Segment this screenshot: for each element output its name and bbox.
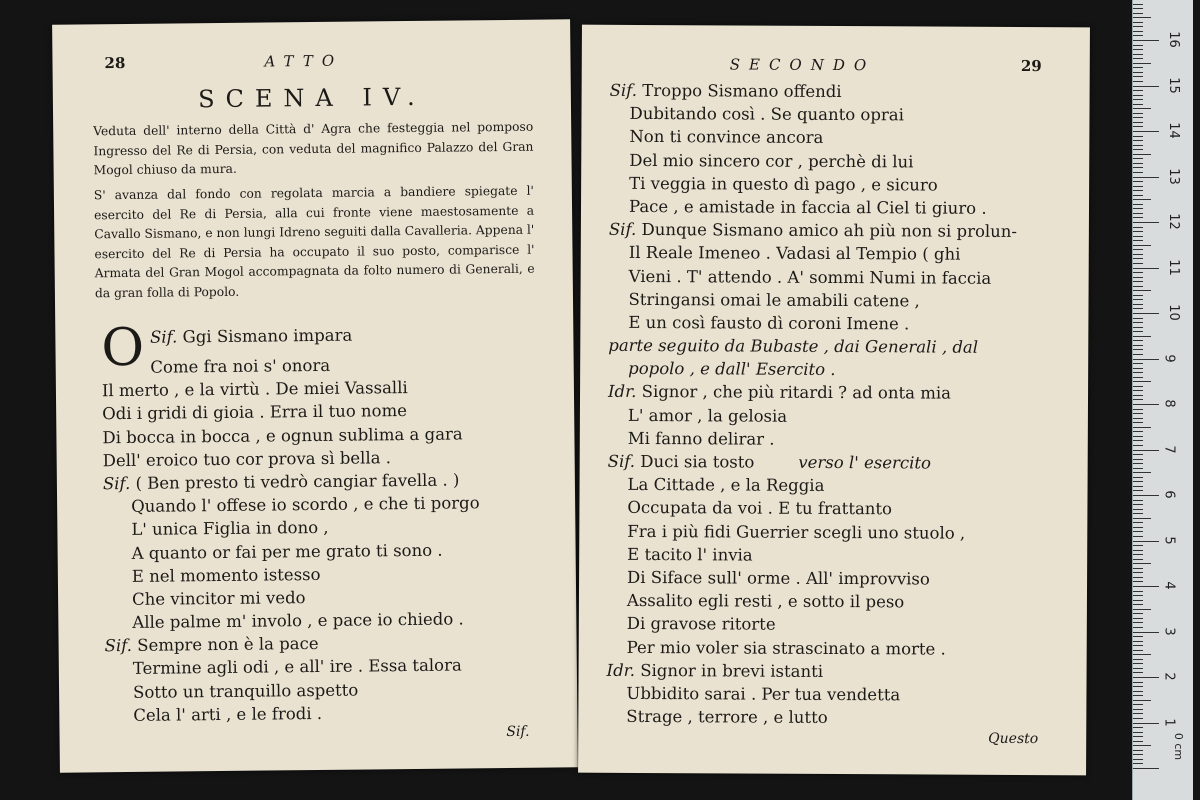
- ruler-tick: [1133, 477, 1143, 478]
- ruler-tick: [1133, 145, 1143, 146]
- speaker-label: Sif.: [607, 451, 636, 471]
- ruler-tick: [1133, 686, 1143, 687]
- verse-text: Che vincitor mi vedo: [132, 587, 306, 609]
- ruler-tick: [1133, 668, 1143, 669]
- ruler-tick: [1133, 445, 1143, 446]
- ruler-tick: [1133, 122, 1143, 123]
- verse-text: Quando l' offese io scordo , e che ti porgo: [131, 493, 480, 517]
- verse-text: Dubitando così . Se quanto oprai: [629, 104, 905, 125]
- ruler-tick: [1133, 81, 1143, 82]
- verse-text: Fra i più fidi Guerrier scegli uno stuolo ,: [627, 521, 966, 543]
- ruler-tick: [1133, 204, 1143, 205]
- ruler-tick: [1133, 468, 1143, 469]
- ruler-tick: [1133, 386, 1143, 387]
- verse-text: Vieni . T' attendo . A' sommi Numi in faccia: [628, 266, 992, 288]
- ruler-tick: [1133, 545, 1143, 546]
- running-head: SECONDO: [729, 55, 876, 75]
- verse-line: [609, 148, 1079, 174]
- verse-text: Alle palme m' involo , e pace io chiedo .: [132, 609, 464, 632]
- ruler-tick: [1133, 531, 1143, 532]
- ruler-tick: [1133, 613, 1143, 614]
- ruler-tick: [1133, 563, 1151, 564]
- verse-line: [607, 659, 1077, 685]
- ruler-tick: [1133, 172, 1143, 173]
- ruler-tick: [1133, 431, 1143, 432]
- ruler-tick: [1133, 490, 1143, 491]
- ruler-number: 15: [1165, 76, 1181, 94]
- ruler-tick: [1133, 682, 1143, 683]
- ruler-number: 13: [1165, 167, 1181, 185]
- ruler-tick: [1133, 454, 1143, 455]
- verse-text: Pace , e amistade in faccia al Ciel ti giuro .: [628, 196, 987, 218]
- verse-text: Dell' eroico tuo cor prova sì bella .: [102, 447, 392, 470]
- ruler-tick: [1133, 395, 1143, 396]
- ruler-tick: [1133, 217, 1143, 218]
- ruler-tick: [1133, 158, 1143, 159]
- ruler-tick: [1133, 713, 1143, 714]
- ruler-tick: [1133, 222, 1159, 223]
- ruler-tick: [1133, 418, 1143, 419]
- ruler-tick: [1133, 754, 1143, 755]
- ruler-tick: [1133, 163, 1143, 164]
- ruler-number: 8: [1161, 399, 1177, 408]
- verse-line: [608, 311, 1078, 337]
- verse-text: popolo , e dall' Esercito .: [628, 359, 836, 380]
- ruler-tick: [1133, 691, 1143, 692]
- verse-text: L' unica Figlia in dono ,: [131, 518, 329, 540]
- verse-line: [609, 264, 1079, 290]
- ruler-number: 14: [1165, 122, 1181, 139]
- ruler-tick: [1133, 536, 1143, 537]
- ruler-tick: [1133, 704, 1143, 705]
- speaker-label: Sif.: [102, 473, 131, 494]
- verse-text: Come fra noi s' onora: [150, 355, 331, 377]
- ruler-tick: [1133, 86, 1159, 87]
- ruler-tick: [1133, 272, 1143, 273]
- verse-line: [608, 427, 1078, 453]
- ruler-tick: [1133, 213, 1143, 214]
- ruler-tick: [1133, 67, 1143, 68]
- ruler-tick: [1133, 249, 1143, 250]
- ruler-tick: [1133, 340, 1143, 341]
- ruler-tick: [1133, 359, 1159, 360]
- ruler-tick: [1133, 195, 1143, 196]
- ruler-tick: [1133, 527, 1143, 528]
- ruler-tick: [1133, 641, 1143, 642]
- ruler-tick: [1133, 727, 1143, 728]
- ruler-tick: [1133, 422, 1143, 423]
- ruler-tick: [1133, 113, 1143, 114]
- ruler-tick: [1133, 568, 1143, 569]
- ruler-tick: [1133, 313, 1159, 314]
- ruler-tick: [1133, 627, 1143, 628]
- ruler-tick: [1133, 390, 1143, 391]
- ruler-number: 10: [1165, 304, 1181, 321]
- verse-line: [607, 566, 1077, 592]
- ruler-tick: [1133, 90, 1143, 91]
- ruler-tick: [1133, 409, 1143, 410]
- verse-line: [607, 612, 1077, 638]
- ruler-tick: [1133, 108, 1151, 109]
- verse-text: E un così fausto dì coroni Imene .: [628, 312, 910, 334]
- ruler-number: 11: [1165, 258, 1181, 276]
- verse-text: Sotto un tranquillo aspetto: [132, 680, 359, 702]
- ruler-tick: [1133, 304, 1143, 305]
- ruler-tick: [1133, 22, 1143, 23]
- ruler-number: 12: [1165, 213, 1181, 230]
- speaker-label: Sif.: [608, 219, 637, 240]
- ruler-tick: [1133, 695, 1143, 696]
- ruler-tick: [1133, 245, 1151, 246]
- speaker-label: Idr.: [606, 660, 636, 680]
- verse-lines: [102, 351, 566, 727]
- ruler-tick: [1133, 572, 1143, 573]
- verse-text: Mi fanno delirar .: [627, 428, 775, 449]
- ruler-tick: [1133, 372, 1143, 373]
- verse-text: Di Siface sull' orme . All' improvviso: [627, 567, 930, 589]
- ruler-number: 2: [1161, 672, 1177, 681]
- ruler-tick: [1133, 240, 1143, 241]
- verse-line: [609, 241, 1079, 267]
- ruler-tick: [1133, 331, 1143, 332]
- verse-line: [609, 195, 1079, 221]
- verse-text: Non ti convince ancora: [629, 127, 824, 148]
- ruler-tick: [1133, 281, 1143, 282]
- ruler-tick: [1133, 450, 1159, 451]
- verse-text: Del mio sincero cor , perchè di lui: [629, 150, 914, 171]
- verse-text: Il Reale Imeneo . Vadasi al Tempio ( ghi: [628, 243, 961, 264]
- ruler-tick: [1133, 659, 1143, 660]
- scene-title: SCENA IV.: [197, 82, 426, 114]
- ruler-tick: [1133, 308, 1143, 309]
- ruler-tick: [1133, 76, 1143, 77]
- ruler-tick: [1133, 63, 1151, 64]
- page-number: 28: [104, 53, 126, 73]
- ruler-tick: [1133, 622, 1143, 623]
- speaker-label: Sif.: [104, 636, 133, 656]
- ruler-tick: [1133, 709, 1143, 710]
- ruler-tick: [1133, 745, 1151, 746]
- scene-description: Veduta dell' interno della Città d' Agra che festeggia nel pomposo Ingresso del Re di Persia, con veduta del magnifico Palazzo del Gran Mogol chiuso da mura.: [93, 119, 534, 178]
- ruler-tick: [1133, 8, 1143, 9]
- ruler-tick: [1133, 199, 1151, 200]
- verse-text: Occupata da voi . E tu frattanto: [627, 498, 893, 519]
- ruler-tick: [1133, 40, 1159, 41]
- running-head: ATTO: [264, 51, 344, 71]
- verse-text: Il merto , e la virtù . De miei Vassalli: [101, 378, 408, 401]
- ruler-tick: [1133, 741, 1143, 742]
- left-page: [52, 19, 578, 772]
- verse-line: [608, 288, 1078, 314]
- ruler-tick: [1133, 672, 1143, 673]
- ruler-tick: [1133, 632, 1159, 633]
- ruler-tick: [1133, 345, 1143, 346]
- ruler-tick: [1133, 35, 1143, 36]
- verse-line: [607, 543, 1077, 569]
- verse-line: [609, 125, 1079, 151]
- verse-line: [609, 172, 1079, 198]
- verse-line: [606, 682, 1076, 708]
- ruler-number: 4: [1161, 581, 1177, 590]
- ruler-tick: [1133, 645, 1143, 646]
- ruler-tick: [1133, 481, 1143, 482]
- ruler-tick: [1133, 104, 1143, 105]
- catchword: Questo: [988, 730, 1039, 748]
- verse-line: [609, 218, 1079, 244]
- speaker-label: Sif.: [609, 80, 638, 100]
- ruler-tick: [1133, 559, 1143, 560]
- ruler-number: 7: [1161, 444, 1177, 454]
- ruler-tick: [1133, 72, 1143, 73]
- verse-text: La Cittade , e la Reggia: [627, 475, 825, 496]
- ruler-tick: [1133, 268, 1159, 269]
- ruler-tick: [1133, 258, 1143, 259]
- ruler-tick: [1133, 368, 1143, 369]
- ruler-tick: [1133, 677, 1159, 678]
- verse-text: Signor , che più ritardi ? ad onta mia: [641, 382, 952, 404]
- ruler-tick: [1133, 186, 1143, 187]
- verse-line: [610, 79, 1080, 105]
- verse-line: [608, 380, 1078, 406]
- ruler-number: 9: [1161, 353, 1177, 363]
- verse-text: Ggi Sismano impara: [182, 325, 353, 347]
- verse-text: Odi i gridi di gioia . Erra il tuo nome: [102, 401, 408, 424]
- ruler-tick: [1133, 504, 1143, 505]
- ruler-tick: [1133, 618, 1143, 619]
- verse-text: Strage , terrore , e lutto: [626, 706, 828, 728]
- ruler-tick: [1133, 550, 1143, 551]
- ruler-tick: [1133, 759, 1143, 760]
- ruler-tick: [1133, 286, 1143, 287]
- ruler-tick: [1133, 299, 1143, 300]
- ruler-tick: [1133, 349, 1143, 350]
- verse-line: [607, 473, 1077, 499]
- verse-text: Ti veggia in questo dì pago , e sicuro: [629, 173, 938, 195]
- verse-text: Troppo Sismano offendi: [642, 80, 842, 102]
- stage-direction: S' avanza dal fondo con regolata marcia a bandiere spiegate l' esercito del Re di Persia, alla cui fronte viene maestosamente a Cavallo Sismano, e non lungi Idreno seguiti dalla Cavalleria. Appena l' esercito del Re di Persia ha occupato il suo posto, comparisce l' Armata del Gran Mogol accompagnata da folto numero di Generali, e da gran folla di Popolo.: [93, 183, 535, 300]
- ruler-tick: [1133, 254, 1143, 255]
- ruler-tick: [1133, 13, 1143, 14]
- ruler-tick: [1133, 136, 1143, 137]
- ruler-tick: [1133, 509, 1143, 510]
- ruler-tick: [1133, 718, 1143, 719]
- speaker-label: Sif.: [149, 327, 178, 347]
- ruler-tick: [1133, 654, 1151, 655]
- ruler-tick: [1133, 167, 1143, 168]
- ruler-number: 5: [1161, 535, 1177, 545]
- ruler-tick: [1133, 427, 1151, 428]
- ruler-tick: [1133, 768, 1159, 769]
- ruler-tick: [1133, 363, 1143, 364]
- ruler-tick: [1133, 140, 1143, 141]
- verse-line: [607, 519, 1077, 545]
- ruler-tick: [1133, 181, 1143, 182]
- verse-text: ( Ben presto ti vedrò cangiar favella . ): [135, 470, 460, 493]
- verse-text: E nel momento istesso: [131, 564, 321, 586]
- ruler-tick: [1133, 31, 1143, 32]
- ruler-tick: [1133, 513, 1143, 514]
- ruler-tick: [1133, 472, 1151, 473]
- ruler-tick: [1133, 277, 1143, 278]
- ruler-tick: [1133, 723, 1159, 724]
- ruler-tick: [1133, 4, 1143, 5]
- verse-text: Di gravose ritorte: [626, 614, 776, 635]
- verse-line: [609, 102, 1079, 128]
- ruler-tick: [1133, 554, 1143, 555]
- ruler-tick: [1133, 595, 1143, 596]
- ruler-tick: [1133, 381, 1151, 382]
- ruler-tick: [1133, 149, 1143, 150]
- ruler-tick: [1133, 126, 1143, 127]
- stage-direction-line: [608, 357, 1078, 383]
- ruler-tick: [1133, 117, 1143, 118]
- ruler-tick: [1133, 604, 1143, 605]
- verse-line: [607, 496, 1077, 522]
- verse-line: [608, 403, 1078, 429]
- verse-text: Sempre non è la pace: [137, 634, 319, 656]
- ruler-tick: [1133, 318, 1143, 319]
- verse-block: [101, 317, 565, 727]
- verse-line: [606, 705, 1076, 731]
- ruler-number: 6: [1161, 490, 1177, 499]
- ruler-unit: 0 cm: [1172, 732, 1186, 761]
- ruler-number: 16: [1165, 31, 1181, 48]
- ruler-number: 3: [1161, 626, 1177, 636]
- ruler-tick: [1133, 131, 1159, 132]
- verse-text: Per mio voler sia strascinato a morte .: [626, 637, 946, 659]
- ruler-tick: [1133, 322, 1143, 323]
- ruler-tick: [1133, 295, 1143, 296]
- ruler-tick: [1133, 663, 1143, 664]
- ruler-tick: [1133, 336, 1151, 337]
- ruler-tick: [1133, 586, 1159, 587]
- verse-text: Termine agli odi , e all' ire . Essa talora: [132, 655, 462, 679]
- ruler-tick: [1133, 208, 1143, 209]
- ruler-tick: [1133, 591, 1143, 592]
- ruler-tick: [1133, 190, 1143, 191]
- catchword: Sif.: [506, 723, 530, 741]
- verse-text: Ubbidito sarai . Per tua vendetta: [626, 683, 901, 705]
- ruler-tick: [1133, 154, 1151, 155]
- ruler-tick: [1133, 736, 1143, 737]
- ruler-tick: [1133, 700, 1151, 701]
- ruler-number: 1: [1161, 717, 1177, 727]
- ruler-tick: [1133, 290, 1151, 291]
- ruler-tick: [1133, 577, 1143, 578]
- ruler-tick: [1133, 26, 1143, 27]
- verse-line: [105, 699, 565, 727]
- ruler-tick: [1133, 177, 1159, 178]
- ruler-tick: [1133, 500, 1143, 501]
- page-number: 29: [1020, 56, 1042, 76]
- verse-text: Stringansi omai le amabili catene ,: [628, 289, 920, 311]
- ruler-tick: [1133, 231, 1143, 232]
- verse-text: A quanto or fai per me grato ti sono .: [131, 540, 443, 563]
- ruler-tick: [1133, 459, 1143, 460]
- verse-text: Cela l' arti , e le frodi .: [133, 703, 323, 725]
- ruler-tick: [1133, 327, 1143, 328]
- ruler-tick: [1133, 522, 1143, 523]
- verse-text: Assalito egli resti , e sotto il peso: [626, 591, 905, 612]
- ruler-tick: [1133, 650, 1143, 651]
- verse-text: E tacito l' invia: [627, 544, 753, 565]
- ruler-tick: [1133, 440, 1143, 441]
- verse-text: Dunque Sismano amico ah più non si prolun-: [641, 220, 1018, 242]
- speaker-label: Idr.: [607, 382, 637, 402]
- ruler-tick: [1133, 377, 1143, 378]
- ruler-tick: [1133, 404, 1159, 405]
- ruler-tick: [1133, 236, 1143, 237]
- right-page: [578, 25, 1090, 776]
- ruler-tick: [1133, 58, 1143, 59]
- ruler-tick: [1133, 750, 1143, 751]
- ruler-tick: [1133, 463, 1143, 464]
- ruler-tick: [1133, 399, 1143, 400]
- ruler-tick: [1133, 581, 1143, 582]
- ruler-tick: [1133, 45, 1143, 46]
- verse-block: [606, 79, 1079, 731]
- ruler-tick: [1133, 227, 1143, 228]
- ruler-tick: [1133, 541, 1159, 542]
- verse-text: L' amor , la gelosia: [627, 405, 788, 426]
- ruler-tick: [1133, 49, 1143, 50]
- drop-cap: O: [101, 317, 145, 379]
- aside-direction: verso l' esercito: [798, 452, 932, 473]
- ruler-tick: [1133, 54, 1143, 55]
- verse-text: parte seguito da Bubaste , dai Generali , dal: [608, 335, 979, 357]
- verse-line: [608, 450, 1078, 476]
- ruler-tick: [1133, 99, 1143, 100]
- ruler-tick: [1133, 763, 1143, 764]
- ruler-tick: [1133, 413, 1143, 414]
- verse-text: Di bocca in bocca , e ognun sublima a gara: [102, 424, 463, 447]
- verse-line: [607, 635, 1077, 661]
- ruler-tick: [1133, 17, 1151, 18]
- stage-direction-line: [608, 334, 1078, 360]
- measuring-ruler: [1132, 0, 1193, 800]
- ruler-tick: [1133, 263, 1143, 264]
- verse-text: Signor in brevi istanti: [640, 660, 824, 681]
- ruler-tick: [1133, 495, 1159, 496]
- ruler-tick: [1133, 436, 1143, 437]
- ruler-tick: [1133, 95, 1143, 96]
- ruler-tick: [1133, 486, 1143, 487]
- ruler-tick: [1133, 600, 1143, 601]
- verse-line: [607, 589, 1077, 615]
- ruler-tick: [1133, 636, 1143, 637]
- ruler-tick: [1133, 732, 1143, 733]
- ruler-tick: [1133, 609, 1151, 610]
- ruler-tick: [1133, 354, 1143, 355]
- ruler-tick: [1133, 518, 1151, 519]
- verse-text: Duci sia tosto: [640, 451, 755, 472]
